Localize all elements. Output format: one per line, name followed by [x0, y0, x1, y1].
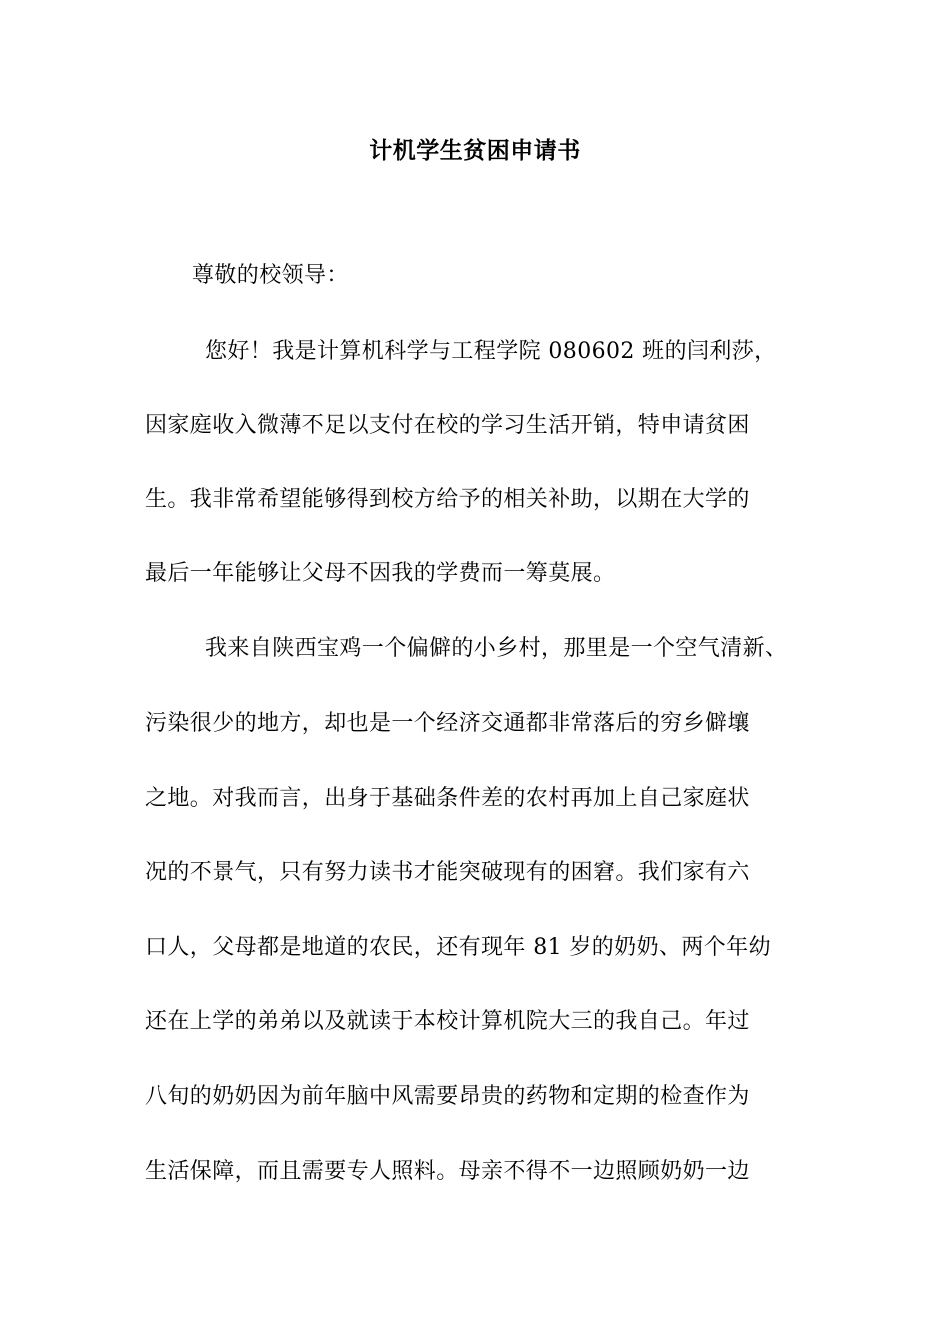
body-line: 因家庭收入微薄不足以支付在校的学习生活开销，特申请贫困 — [145, 413, 750, 438]
body-line: 还在上学的弟弟以及就读于本校计算机院大三的我自己。年过 — [145, 1009, 750, 1034]
body-line: 最后一年能够让父母不因我的学费而一筹莫展。 — [145, 561, 616, 586]
document-title: 计机学生贫困申请书 — [369, 137, 581, 164]
body-line: 生。我非常希望能够得到校方给予的相关补助，以期在大学的 — [145, 487, 750, 512]
body-line: 之地。对我而言，出身于基础条件差的农村再加上自己家庭状 — [145, 786, 750, 811]
body-line: 口人，父母都是地道的农民，还有现年 81 岁的奶奶、两个年幼 — [145, 935, 771, 960]
body-line: 您好！我是计算机科学与工程学院 080602 班的闫利莎， — [205, 339, 777, 364]
body-line: 况的不景气，只有努力读书才能突破现有的困窘。我们家有六 — [145, 860, 750, 885]
body-line: 生活保障，而且需要专人照料。母亲不得不一边照顾奶奶一边 — [145, 1159, 750, 1184]
body-line: 我来自陕西宝鸡一个偏僻的小乡村，那里是一个空气清新、 — [205, 636, 788, 661]
salutation: 尊敬的校领导： — [192, 263, 349, 288]
body-line: 污染很少的地方，却也是一个经济交通都非常落后的穷乡僻壤 — [145, 711, 750, 736]
body-line: 八旬的奶奶因为前年脑中风需要昂贵的药物和定期的检查作为 — [145, 1084, 750, 1109]
